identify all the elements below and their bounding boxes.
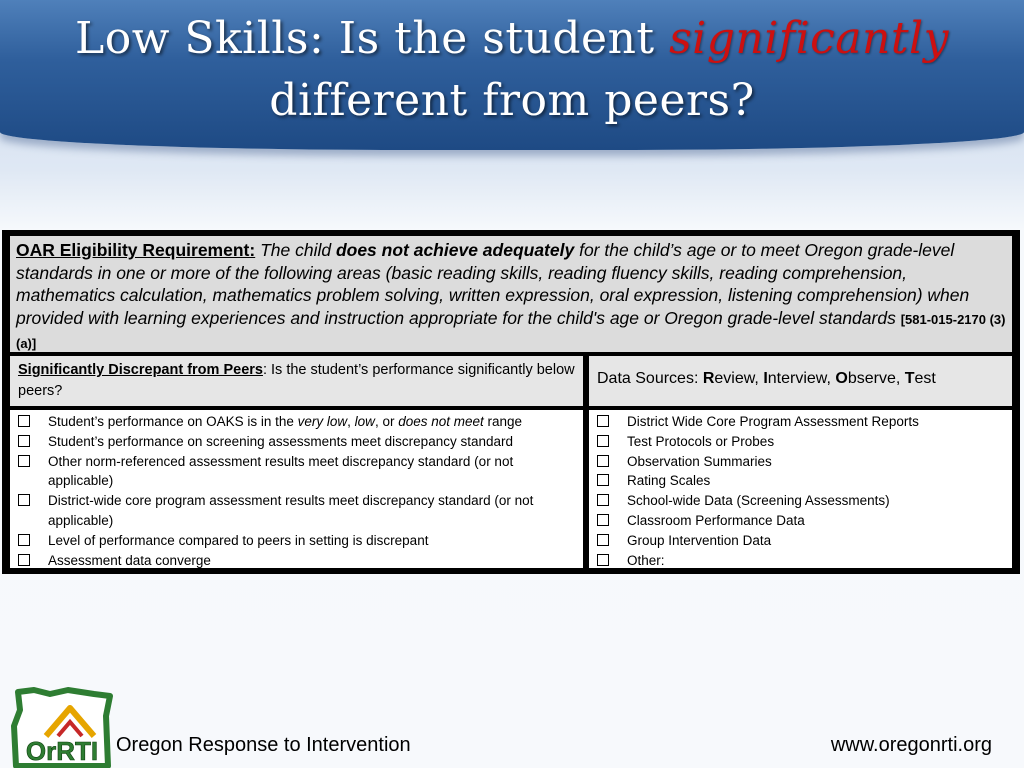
discrepancy-item-text: low bbox=[354, 414, 375, 429]
discrepancy-item bbox=[16, 491, 577, 531]
discrepancy-item-text: Student’s performance on screening assessments meet discrepancy standard bbox=[48, 433, 513, 449]
discrepancy-item-text: Student’s performance on OAKS is in the bbox=[48, 414, 298, 429]
discrepancy-item bbox=[16, 452, 577, 492]
checkbox[interactable] bbox=[18, 554, 30, 566]
title-line2: different from peers? bbox=[269, 75, 755, 126]
discrepancy-header bbox=[10, 356, 583, 406]
discrepancy-item-text: very low bbox=[297, 414, 348, 429]
checkbox[interactable] bbox=[597, 494, 609, 506]
discrepancy-item-text: range bbox=[483, 414, 523, 429]
data-source-label: District Wide Core Program Assessment Reports bbox=[627, 414, 919, 429]
checkbox[interactable] bbox=[597, 474, 609, 486]
requirement-bold-text: does not achieve adequately bbox=[335, 240, 575, 260]
data-source-item bbox=[595, 551, 1006, 571]
discrepancy-item-text: , or bbox=[374, 414, 399, 429]
title-emphasis: significantly bbox=[669, 13, 949, 64]
data-source-label: Group Intervention Data bbox=[627, 532, 772, 548]
data-source-label: Observation Summaries bbox=[627, 453, 772, 469]
discrepancy-item-text: Other norm-referenced assessment results meet discrepancy standard (or not applicable) bbox=[48, 453, 514, 489]
checkbox[interactable] bbox=[18, 415, 30, 427]
requirement-citation: [581-015-2170 (3)(a)] bbox=[16, 311, 1006, 351]
discrepancy-item bbox=[16, 432, 577, 452]
checkbox[interactable] bbox=[597, 435, 609, 447]
requirement-text-2: for the child’s age or to meet Oregon grade-level standards in one or more of the following areas (basic reading skills, reading fluency skills, reading comprehension, mathematics calculation, mathematics problem solving, written expression, oral expression, listening comprehension) when provided with learning experiences and instruction appropriate for the child's age or Oregon grade-level standards bbox=[16, 240, 970, 328]
checkbox[interactable] bbox=[597, 554, 609, 566]
checkbox[interactable] bbox=[597, 455, 609, 467]
discrepancy-checklist-items bbox=[16, 412, 577, 570]
discrepancy-header-text: : Is the student’s performance significantly below peers? bbox=[18, 362, 575, 399]
data-sources-o: O bbox=[835, 370, 848, 387]
title-prefix: Low Skills: Is the student bbox=[75, 13, 670, 64]
checkbox[interactable] bbox=[18, 494, 30, 506]
data-source-label: Test Protocols or Probes bbox=[627, 433, 775, 449]
checkbox[interactable] bbox=[18, 534, 30, 546]
orrti-logo bbox=[10, 686, 114, 768]
discrepancy-header-label: Significantly Discrepant from Peers bbox=[18, 362, 263, 378]
discrepancy-item-text: Level of performance compared to peers in setting is discrepant bbox=[48, 532, 429, 548]
data-sources-t-rest: est bbox=[914, 370, 936, 387]
data-sources-r-rest: eview, bbox=[714, 370, 764, 387]
discrepancy-item bbox=[16, 551, 577, 571]
data-source-label: Classroom Performance Data bbox=[627, 512, 805, 528]
requirement-label: OAR Eligibility Requirement: bbox=[16, 240, 256, 260]
data-sources-checklist-items bbox=[595, 412, 1006, 570]
data-sources-r: R bbox=[702, 370, 715, 387]
data-source-item bbox=[595, 452, 1006, 472]
data-source-label: Rating Scales bbox=[627, 473, 711, 489]
requirement-box bbox=[10, 236, 1012, 352]
data-source-label: School-wide Data (Screening Assessments) bbox=[627, 493, 890, 509]
data-source-item bbox=[595, 471, 1006, 491]
discrepancy-item-text: Assessment data converge bbox=[48, 552, 211, 568]
data-sources-t: T bbox=[904, 370, 915, 387]
data-sources-o-rest: bserve, bbox=[847, 370, 905, 387]
checkbox[interactable] bbox=[18, 435, 30, 447]
data-source-item bbox=[595, 432, 1006, 452]
discrepancy-checklist bbox=[10, 410, 583, 568]
discrepancy-item-text: does not meet bbox=[398, 414, 484, 429]
discrepancy-item bbox=[16, 412, 577, 432]
discrepancy-item-text: , bbox=[347, 414, 355, 429]
org-name: Oregon Response to Intervention bbox=[116, 734, 411, 756]
discrepancy-item-text: District-wide core program assessment results meet discrepancy standard (or not applicable) bbox=[48, 493, 534, 528]
requirement-text-1: The child bbox=[255, 240, 336, 260]
logo-text: OrRTI bbox=[25, 736, 99, 766]
org-url[interactable]: www.oregonrti.org bbox=[830, 734, 992, 756]
data-sources-header bbox=[589, 356, 1012, 406]
data-source-item bbox=[595, 531, 1006, 551]
data-source-label: Other: bbox=[627, 552, 665, 568]
checkbox[interactable] bbox=[597, 415, 609, 427]
data-sources-checklist bbox=[589, 410, 1012, 568]
data-source-item bbox=[595, 491, 1006, 511]
data-sources-i: I bbox=[763, 370, 768, 387]
data-sources-i-rest: nterview, bbox=[767, 370, 836, 387]
checkbox[interactable] bbox=[597, 534, 609, 546]
data-sources-prefix: Data Sources: bbox=[597, 370, 703, 387]
checkbox[interactable] bbox=[18, 455, 30, 467]
checkbox[interactable] bbox=[597, 514, 609, 526]
data-source-item bbox=[595, 412, 1006, 432]
data-source-item bbox=[595, 511, 1006, 531]
discrepancy-item bbox=[16, 531, 577, 551]
slide-title bbox=[0, 8, 1024, 132]
eligibility-form bbox=[2, 230, 1020, 574]
